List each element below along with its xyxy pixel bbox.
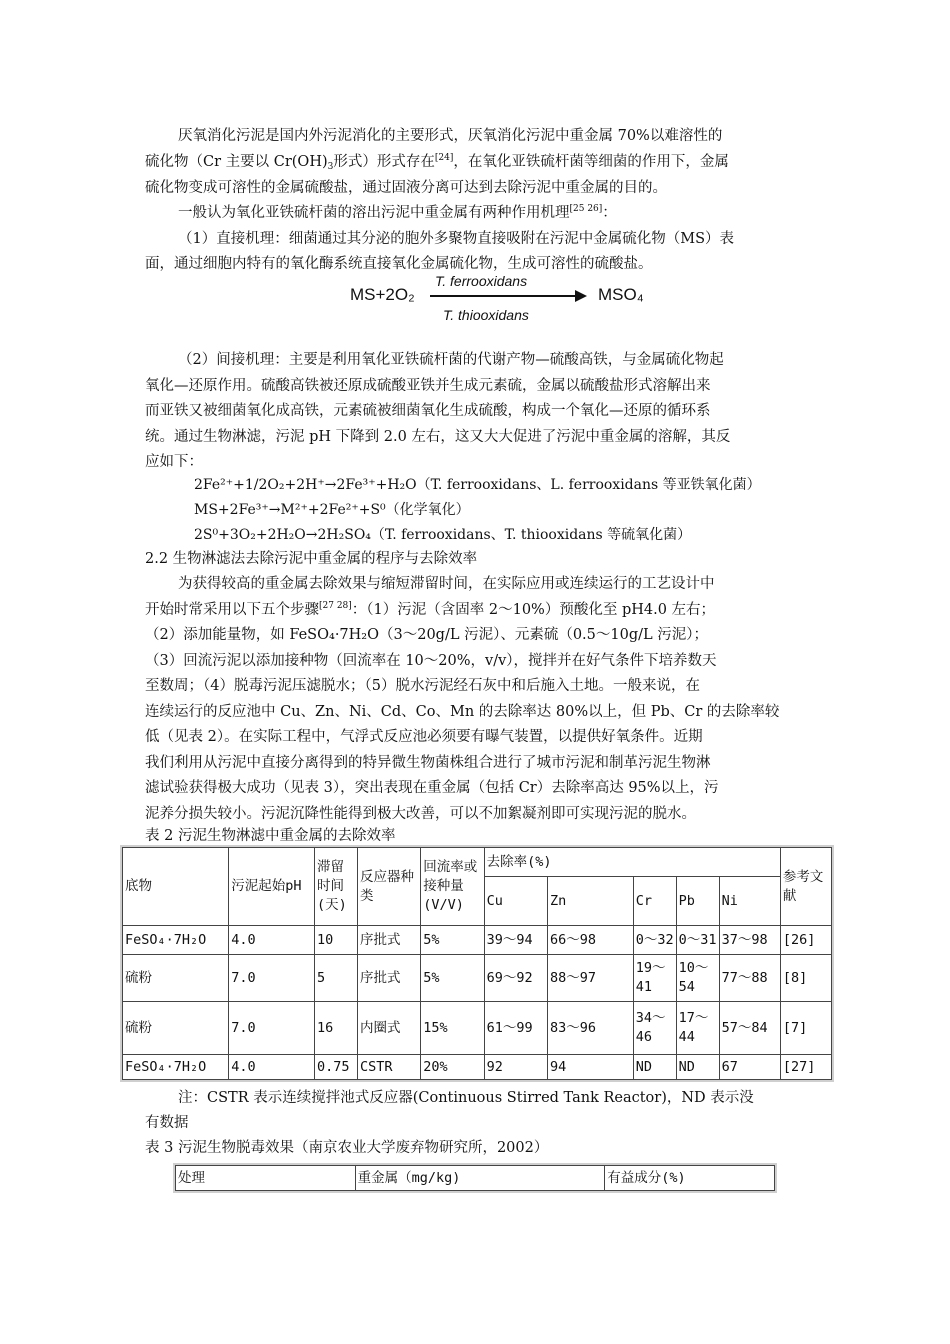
- th-treatment: 处理: [176, 1166, 356, 1191]
- th-reactor: 反应器种类: [357, 848, 420, 926]
- para4-line-1: （2）间接机理：主要是利用氧化亚铁硫杆菌的代谢产物—硫酸高铁，与金属硫化物起: [178, 352, 724, 368]
- table3: [173, 1163, 777, 1193]
- cell-substrate: FeSO₄·7H₂O: [123, 1055, 229, 1080]
- reaction-top-label: T. ferrooxidans: [435, 273, 528, 289]
- para1-line-3: 硫化物变成可溶性的金属硫酸盐，通过固液分离可达到去除污泥中重金属的目的。: [145, 180, 667, 196]
- cell-cu: 39～94: [484, 926, 547, 955]
- section-title: 2.2 生物淋滤法去除污泥中重金属的程序与去除效率: [145, 551, 478, 567]
- cell-reflux: 15%: [421, 1002, 484, 1055]
- cell-cr: 34～46: [633, 1002, 676, 1055]
- cell-ref: [27]: [780, 1055, 831, 1080]
- para5-line-2: 开始时常采用以下五个步骤[27 28]：（1）污泥（含固率 2～10%）预酸化至 pH4.0 左右；: [145, 601, 716, 618]
- table-row: [123, 1002, 832, 1055]
- cell-reflux: 5%: [421, 926, 484, 955]
- th-ref: 参考文献: [780, 848, 831, 926]
- para5-line-1: 为获得较高的重金属去除效果与缩短滞留时间，在实际应用或连续运行的工艺设计中: [178, 576, 715, 592]
- table2-caption: 表 2 污泥生物淋滤中重金属的去除效率: [145, 828, 396, 844]
- cell-days: 5: [315, 955, 358, 1002]
- cell-ph: 7.0: [229, 955, 315, 1002]
- reaction-lhs: MS+2O₂: [350, 285, 415, 304]
- para5-line-6: 连续运行的反应池中 Cu、Zn、Ni、Cd、Co、Mn 的去除率达 80%以上，但 Pb、Cr 的去除率较: [145, 704, 780, 720]
- th-removal: 去除率(%): [484, 848, 780, 877]
- cell-ni: 67: [719, 1055, 780, 1080]
- cell-substrate: FeSO₄·7H₂O: [123, 926, 229, 955]
- para5-line-9: 滤试验获得极大成功（见表 3），突出表现在重金属（包括 Cr）去除率高达 95%以上，污: [145, 780, 719, 796]
- cell-ph: 4.0: [229, 926, 315, 955]
- para5-line-7: 低（见表 2）。在实际工程中，气浮式反应池必须要有曝气装置，以提供好氧条件。近期: [145, 729, 703, 745]
- cell-ni: 37～98: [719, 926, 780, 955]
- para3-line-1: （1）直接机理：细菌通过其分泌的胞外多聚物直接吸附在污泥中金属硫化物（MS）表: [178, 231, 735, 247]
- cell-cr: ND: [633, 1055, 676, 1080]
- cell-ref: [8]: [780, 955, 831, 1002]
- cell-cr: 0～32: [633, 926, 676, 955]
- cell-ref: [7]: [780, 1002, 831, 1055]
- th-beneficial: 有益成分(%): [605, 1166, 775, 1191]
- th-substrate: 底物: [123, 848, 229, 926]
- reaction-arrow-head: [575, 290, 587, 302]
- cell-cu: 69～92: [484, 955, 547, 1002]
- equation-3: 2S⁰+3O₂+2H₂O→2H₂SO₄（T. ferrooxidans、T. thiooxidans 等硫氧化菌）: [194, 527, 692, 543]
- table-row: [123, 1055, 832, 1080]
- cell-reflux: 5%: [421, 955, 484, 1002]
- para4-line-2: 氧化—还原作用。硫酸高铁被还原成硫酸亚铁并生成元素硫，金属以硫酸盐形式溶解出来: [145, 378, 711, 394]
- cell-days: 16: [315, 1002, 358, 1055]
- table2-note-line-2: 有数据: [145, 1115, 189, 1131]
- cell-reflux: 20%: [421, 1055, 484, 1080]
- th-ph: 污泥起始pH: [229, 848, 315, 926]
- cell-zn: 88～97: [547, 955, 633, 1002]
- cell-reactor: 序批式: [357, 955, 420, 1002]
- reaction-arrow: [430, 295, 580, 297]
- th-cu: Cu: [484, 877, 547, 926]
- cell-reactor: 序批式: [357, 926, 420, 955]
- equation-1: 2Fe²⁺+1/2O₂+2H⁺→2Fe³⁺+H₂O（T. ferrooxidans、L. ferrooxidans 等亚铁氧化菌）: [194, 477, 761, 493]
- cell-ph: 4.0: [229, 1055, 315, 1080]
- table2: [120, 845, 834, 1082]
- cell-ni: 57～84: [719, 1002, 780, 1055]
- th-pb: Pb: [676, 877, 719, 926]
- table3-caption: 表 3 污泥生物脱毒效果（南京农业大学废弃物研究所，2002）: [145, 1140, 549, 1156]
- reaction-rhs: MSO₄: [598, 285, 644, 304]
- table2-header-row: [123, 848, 832, 877]
- cell-pb: ND: [676, 1055, 719, 1080]
- cell-substrate: 硫粉: [123, 955, 229, 1002]
- cell-pb: 17～44: [676, 1002, 719, 1055]
- reaction-figure: [330, 270, 644, 330]
- cell-zn: 66～98: [547, 926, 633, 955]
- para1-line-2: 硫化物（Cr 主要以 $Cr(OH)_3$形式）形式存在[24]，在氧化亚铁硫杆菌等细菌的作用下，金属: [145, 153, 729, 172]
- cell-pb: 10～54: [676, 955, 719, 1002]
- cell-days: 0.75: [315, 1055, 358, 1080]
- cell-ref: [26]: [780, 926, 831, 955]
- equation-2: MS+2Fe³⁺→M²⁺+2Fe²⁺+S⁰（化学氧化）: [194, 502, 470, 518]
- th-retention: 滞留时间(天): [315, 848, 358, 926]
- cell-substrate: 硫粉: [123, 1002, 229, 1055]
- reaction-bottom-label: T. thiooxidans: [443, 307, 529, 323]
- table3-header-row: [176, 1166, 775, 1191]
- cell-zn: 94: [547, 1055, 633, 1080]
- para4-line-4: 统。通过生物淋滤，污泥 pH 下降到 2.0 左右，这又大大促进了污泥中重金属的溶解，其反: [145, 429, 731, 445]
- cell-ph: 7.0: [229, 1002, 315, 1055]
- cell-cu: 92: [484, 1055, 547, 1080]
- para5-line-8: 我们利用从污泥中直接分离得到的特异微生物菌株组合进行了城市污泥和制革污泥生物淋: [145, 755, 711, 771]
- cell-days: 10: [315, 926, 358, 955]
- cell-zn: 83～96: [547, 1002, 633, 1055]
- para5-line-4: （3）回流污泥以添加接种物（回流率在 10～20%，v/v），搅拌并在好气条件下培养数天: [145, 653, 717, 669]
- th-zn: Zn: [547, 877, 633, 926]
- th-ni: Ni: [719, 877, 780, 926]
- th-heavy-metal: 重金属（mg/kg): [355, 1166, 605, 1191]
- cell-cr: 19～41: [633, 955, 676, 1002]
- table-row: [123, 955, 832, 1002]
- para5-line-5: 至数周；（4）脱毒污泥压滤脱水；（5）脱水污泥经石灰中和后施入土地。一般来说，在: [145, 678, 700, 694]
- cell-cu: 61～99: [484, 1002, 547, 1055]
- cell-ni: 77～88: [719, 955, 780, 1002]
- th-reflux: 回流率或接种量(V/V): [421, 848, 484, 926]
- cell-reactor: CSTR: [357, 1055, 420, 1080]
- th-cr: Cr: [633, 877, 676, 926]
- cell-pb: 0～31: [676, 926, 719, 955]
- para3-line-2: 面，通过细胞内特有的氧化酶系统直接氧化金属硫化物，生成可溶性的硫酸盐。: [145, 256, 653, 272]
- para1-line-1: 厌氧消化污泥是国内外污泥消化的主要形式，厌氧消化污泥中重金属 70%以难溶性的: [178, 128, 723, 144]
- para4-line-5: 应如下：: [145, 454, 203, 470]
- table-row: [123, 926, 832, 955]
- para5-line-3: （2）添加能量物，如 FeSO₄·7H₂O（3～20g/L 污泥）、元素硫（0.5～10g/L 污泥）；: [145, 627, 708, 643]
- cell-reactor: 内圈式: [357, 1002, 420, 1055]
- para4-line-3: 而亚铁又被细菌氧化成高铁，元素硫被细菌氧化生成硫酸，构成一个氧化—还原的循环系: [145, 403, 711, 419]
- table2-note-line-1: 注：CSTR 表示连续搅拌池式反应器(Continuous Stirred Tank Reactor)，ND 表示没: [178, 1090, 754, 1106]
- para2: 一般认为氧化亚铁硫杆菌的溶出污泥中重金属有两种作用机理[25 26]：: [178, 204, 617, 221]
- para5-line-10: 泥养分损失较小。污泥沉降性能得到极大改善，可以不加絮凝剂即可实现污泥的脱水。: [145, 806, 696, 822]
